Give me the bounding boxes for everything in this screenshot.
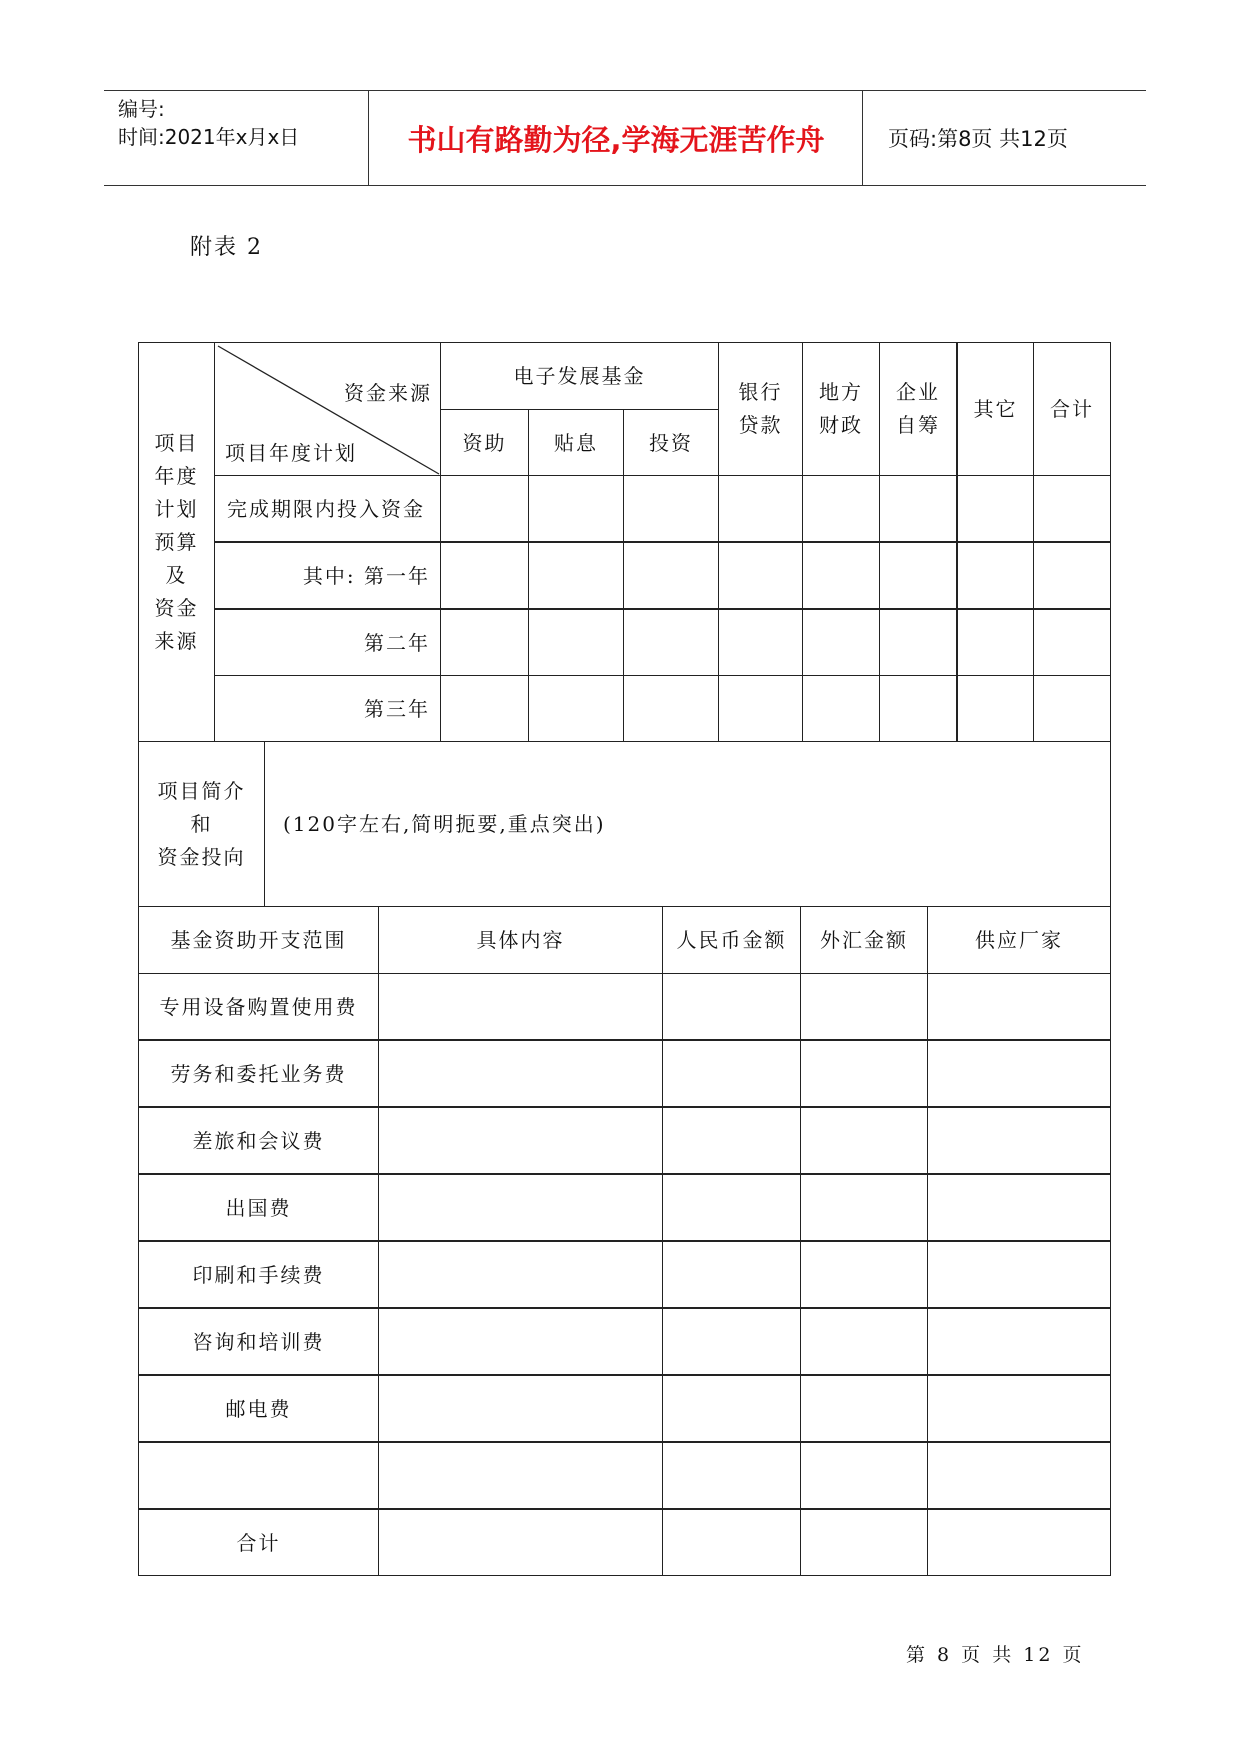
col-header-bank-loan [718, 342, 803, 476]
plan-row-label: 其中: 第一年 [214, 542, 441, 609]
intro-label-line: 和 [190, 811, 213, 836]
plan-amount-field[interactable] [623, 675, 719, 742]
plan-amount-field[interactable] [879, 475, 957, 542]
intro-content-field[interactable] [264, 741, 1111, 907]
col-header-line: 贷款 [738, 413, 783, 437]
plan-amount-field[interactable] [528, 609, 624, 676]
expense-row-label: 劳务和委托业务费 [138, 1040, 379, 1107]
plan-amount-field[interactable] [802, 675, 880, 742]
expense-field[interactable] [927, 1174, 1111, 1241]
plan-amount-field[interactable] [879, 542, 957, 609]
header-expense-scope: 基金资助开支范围 [138, 906, 379, 974]
expense-field[interactable] [662, 973, 801, 1040]
plan-amount-field[interactable] [879, 609, 957, 676]
expense-field[interactable] [378, 1174, 663, 1241]
expense-field[interactable] [662, 1509, 801, 1576]
col-header-line: 财政 [819, 413, 863, 437]
page-header [104, 90, 1146, 186]
plan-amount-field[interactable] [802, 542, 880, 609]
col-header-total: 合计 [1033, 342, 1111, 476]
expense-field[interactable] [800, 1509, 928, 1576]
plan-amount-field[interactable] [528, 542, 624, 609]
expense-row-label: 邮电费 [138, 1375, 379, 1442]
expense-field[interactable] [927, 1040, 1111, 1107]
plan-amount-field[interactable] [440, 609, 529, 676]
intro-label-line: 资金投向 [157, 844, 246, 869]
col-header-line: 企业 [896, 380, 940, 404]
page-footer: 第 8 页 共 12 页 [906, 1644, 1085, 1666]
row-header-line: 项目 [154, 430, 199, 455]
row-header-line: 资金 [154, 595, 199, 620]
row-group-header [138, 342, 215, 742]
col-header-line: 自筹 [896, 413, 940, 437]
expense-field[interactable] [662, 1241, 801, 1308]
expense-field[interactable] [662, 1308, 801, 1375]
plan-row-label: 第三年 [214, 675, 441, 742]
plan-amount-field[interactable] [802, 475, 880, 542]
plan-amount-field[interactable] [956, 675, 1034, 742]
diagonal-header-cell [214, 342, 441, 476]
plan-amount-field[interactable] [528, 675, 624, 742]
row-header-line: 计划 [154, 496, 199, 521]
expense-field[interactable] [927, 1442, 1111, 1509]
expense-field[interactable] [378, 1509, 663, 1576]
number-label: 编号: [118, 97, 165, 121]
intro-label-line: 项目简介 [157, 778, 246, 803]
plan-amount-field[interactable] [718, 475, 803, 542]
row-header-line: 预算 [154, 529, 199, 554]
plan-amount-field[interactable] [440, 675, 529, 742]
expense-field[interactable] [927, 1509, 1111, 1576]
expense-field[interactable] [800, 1308, 928, 1375]
expense-field[interactable] [662, 1040, 801, 1107]
expense-field[interactable] [662, 1375, 801, 1442]
plan-amount-field[interactable] [1033, 475, 1111, 542]
expense-row-label [138, 1442, 379, 1509]
expense-field[interactable] [662, 1107, 801, 1174]
plan-amount-field[interactable] [956, 475, 1034, 542]
expense-field[interactable] [378, 1107, 663, 1174]
expense-field[interactable] [378, 1308, 663, 1375]
sub-header: 资助 [440, 409, 529, 476]
header-page-code: 页码:第8页 共12页 [888, 127, 1068, 151]
expense-row-label: 印刷和手续费 [138, 1241, 379, 1308]
header-meta [104, 91, 369, 185]
expense-row-label: 差旅和会议费 [138, 1107, 379, 1174]
expense-field[interactable] [800, 1107, 928, 1174]
plan-amount-field[interactable] [956, 542, 1034, 609]
expense-field[interactable] [927, 1375, 1111, 1442]
expense-field[interactable] [800, 973, 928, 1040]
expense-field[interactable] [662, 1442, 801, 1509]
budget-form [138, 342, 1111, 1574]
diag-bottom-label: 项目年度计划 [225, 441, 357, 465]
expense-field[interactable] [378, 1442, 663, 1509]
plan-amount-field[interactable] [1033, 542, 1111, 609]
expense-row-label: 合计 [138, 1509, 379, 1576]
plan-amount-field[interactable] [718, 542, 803, 609]
expense-field[interactable] [800, 1040, 928, 1107]
expense-field[interactable] [927, 1107, 1111, 1174]
plan-amount-field[interactable] [718, 609, 803, 676]
plan-amount-field[interactable] [623, 609, 719, 676]
expense-field[interactable] [927, 973, 1111, 1040]
intro-label [138, 741, 265, 907]
plan-amount-field[interactable] [1033, 675, 1111, 742]
header-supplier: 供应厂家 [927, 906, 1111, 974]
plan-amount-field[interactable] [879, 675, 957, 742]
plan-amount-field[interactable] [440, 475, 529, 542]
sub-header: 贴息 [528, 409, 624, 476]
header-rmb-amount: 人民币金额 [662, 906, 801, 974]
expense-field[interactable] [800, 1375, 928, 1442]
expense-field[interactable] [378, 1040, 663, 1107]
col-header-line: 地方 [819, 380, 863, 404]
expense-field[interactable] [378, 1375, 663, 1442]
sub-header: 投资 [623, 409, 719, 476]
expense-field[interactable] [378, 1241, 663, 1308]
col-header-line: 银行 [738, 380, 783, 404]
expense-field[interactable] [927, 1241, 1111, 1308]
header-forex-amount: 外汇金额 [800, 906, 928, 974]
plan-row-label: 完成期限内投入资金 [214, 475, 441, 542]
fund-group-header: 电子发展基金 [440, 342, 719, 410]
expense-field[interactable] [800, 1442, 928, 1509]
expense-field[interactable] [927, 1308, 1111, 1375]
intro-note: (120字左右,简明扼要,重点突出) [283, 812, 606, 836]
diag-top-label: 资金来源 [344, 381, 432, 405]
header-details: 具体内容 [378, 906, 663, 974]
plan-amount-field[interactable] [440, 542, 529, 609]
plan-row-label: 第二年 [214, 609, 441, 676]
row-header-line: 年度 [154, 463, 199, 488]
expense-field[interactable] [378, 973, 663, 1040]
expense-row-label: 专用设备购置使用费 [138, 973, 379, 1040]
time-label: 时间:2021年x月x日 [118, 125, 300, 149]
expense-row-label: 出国费 [138, 1174, 379, 1241]
plan-amount-field[interactable] [802, 609, 880, 676]
plan-amount-field[interactable] [623, 475, 719, 542]
header-motto: 书山有路勤为径,学海无涯苦作舟 [370, 91, 863, 185]
plan-amount-field[interactable] [956, 609, 1034, 676]
plan-amount-field[interactable] [528, 475, 624, 542]
expense-field[interactable] [800, 1174, 928, 1241]
expense-field[interactable] [800, 1241, 928, 1308]
col-header-self-raised [879, 342, 957, 476]
plan-amount-field[interactable] [718, 675, 803, 742]
row-header-line: 及 [165, 562, 188, 587]
expense-row-label: 咨询和培训费 [138, 1308, 379, 1375]
row-header-line: 来源 [154, 628, 199, 653]
expense-field[interactable] [662, 1174, 801, 1241]
plan-amount-field[interactable] [1033, 609, 1111, 676]
plan-amount-field[interactable] [623, 542, 719, 609]
col-header-other: 其它 [956, 342, 1034, 476]
col-header-local-finance [802, 342, 880, 476]
table-caption: 附表 2 [190, 235, 263, 260]
